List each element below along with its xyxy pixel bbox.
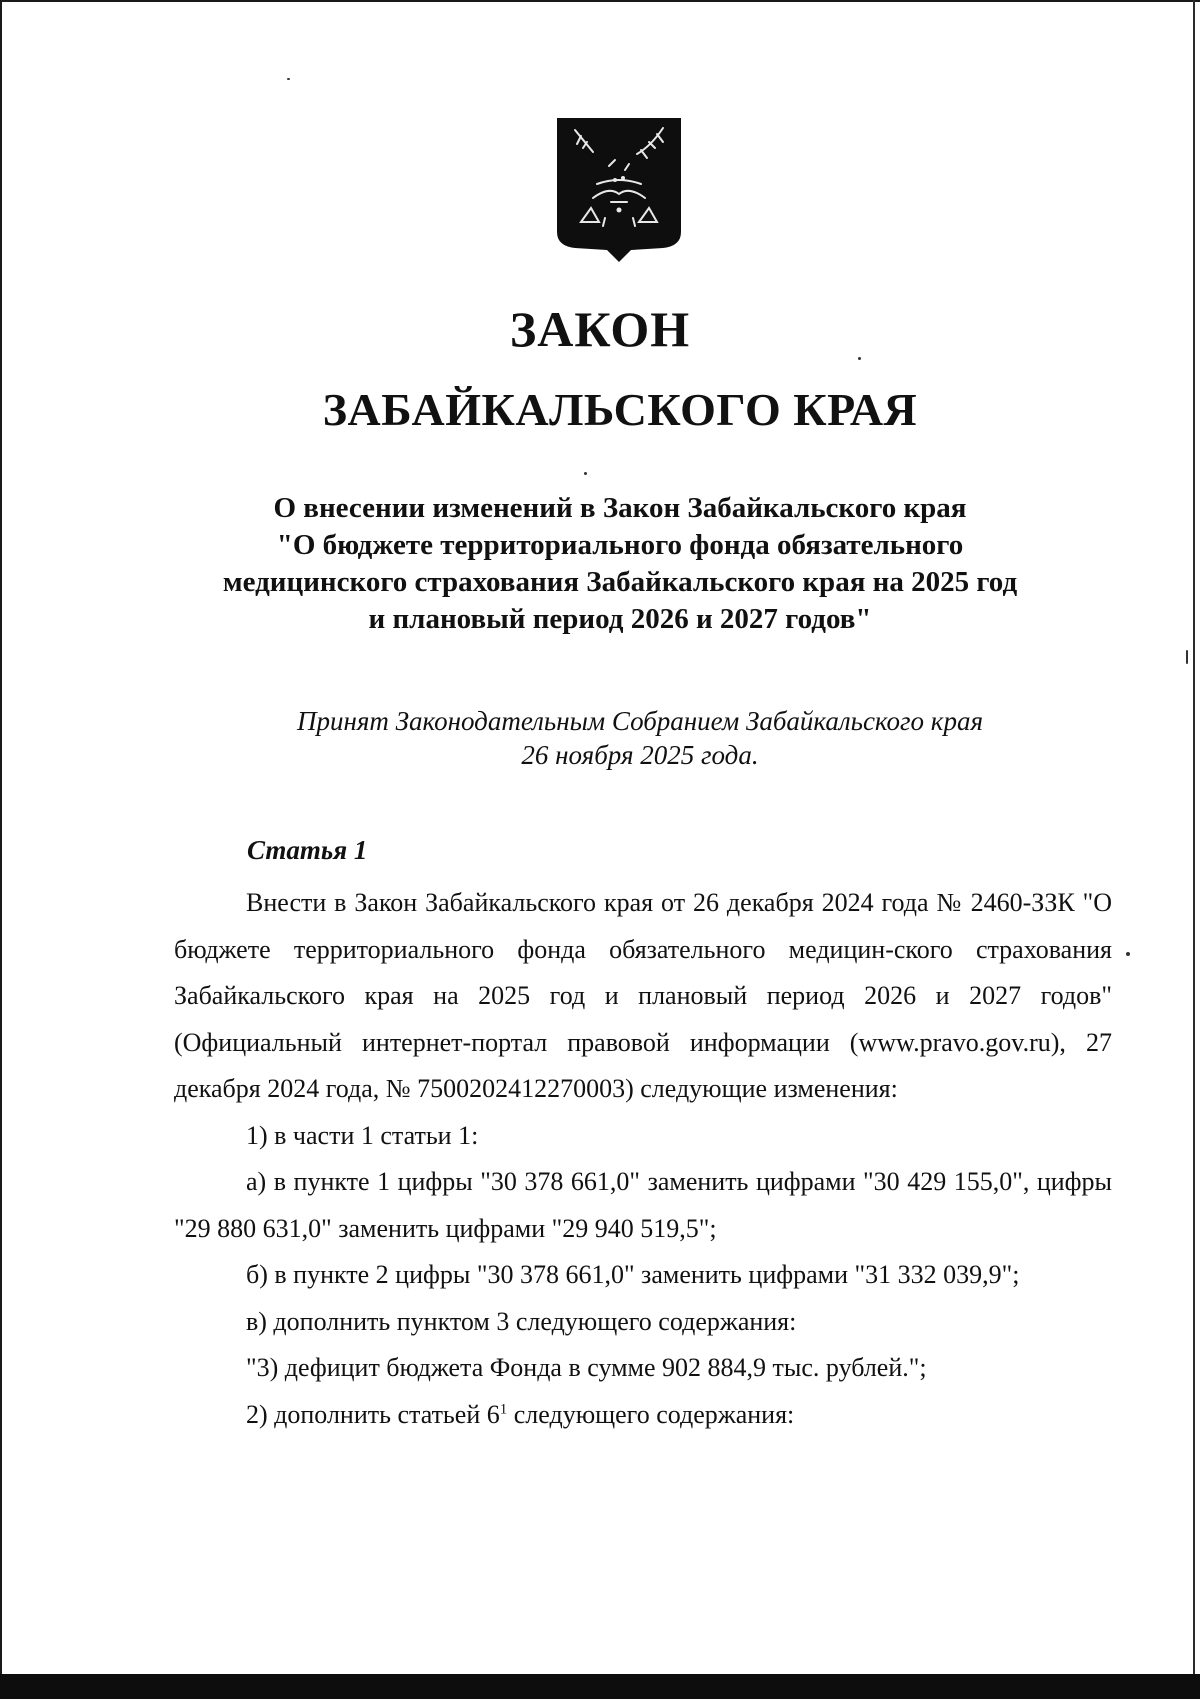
- adoption-date: 26 ноября 2025 года.: [521, 740, 759, 770]
- scan-edge-top: [0, 0, 1200, 2]
- amendment-item: 1) в части 1 статьи 1:: [246, 1120, 479, 1150]
- law-title: ЗАКОН: [509, 301, 691, 357]
- law-subject-line: и плановый период 2026 и 2027 годов": [368, 603, 872, 635]
- scan-edge-right: [1193, 0, 1195, 1699]
- coat-of-arms-emblem: [553, 114, 685, 264]
- adoption-note: [150, 704, 1130, 772]
- law-subject-line: "О бюджете территориального фонда обязательного: [276, 529, 964, 561]
- amendment-item: в) дополнить пунктом 3 следующего содержания:: [246, 1306, 797, 1336]
- scan-speck: [287, 78, 290, 80]
- article-body: [174, 880, 1112, 1438]
- amendment-item: а) в пункте 1 цифры "30 378 661,0" заменить цифрами "30 429 155,0", цифры "29 880 631,0" заменить цифрами "29 940 519,5";: [174, 1167, 1112, 1243]
- article-heading: Статья 1: [247, 835, 368, 865]
- amendment-item-text: следующего содержания:: [507, 1399, 795, 1429]
- law-subject: [150, 490, 1090, 638]
- superscript: 1: [499, 1400, 508, 1417]
- scan-speck: [1186, 650, 1188, 664]
- law-subject-line: О внесении изменений в Закон Забайкальского края: [273, 492, 967, 524]
- scan-speck: [1126, 952, 1130, 956]
- scan-edge-bottom: [0, 1674, 1200, 1699]
- scan-speck: [584, 472, 587, 475]
- law-subject-line: медицинского страхования Забайкальского края на 2025 год: [222, 566, 1018, 598]
- amendment-item: [174, 1392, 1112, 1439]
- article-intro-paragraph: Внести в Закон Забайкальского края от 26 декабря 2024 года № 2460-ЗЗК "О бюджете территориального фонда обязательного медицин-ского страхования Забайкальского края на 2025 год и плановый период 2026 и 2027 годов" (Официальный интернет-портал правовой информации (www.pravo.gov.ru), 27 декабря 2024 года, № 7500202412270003) следующие изменения:: [174, 888, 1112, 1103]
- adoption-note-line: Принят Законодательным Собранием Забайкальского края: [296, 706, 983, 736]
- amendment-item: "3) дефицит бюджета Фонда в сумме 902 884,9 тыс. рублей.";: [246, 1353, 927, 1382]
- amendment-item-text: 2) дополнить статьей 6: [246, 1399, 500, 1429]
- amendment-item: б) в пункте 2 цифры "30 378 661,0" заменить цифрами "31 332 039,9";: [246, 1260, 1020, 1289]
- scan-edge-left: [0, 0, 2, 1699]
- law-region: ЗАБАЙКАЛЬСКОГО КРАЯ: [322, 384, 918, 435]
